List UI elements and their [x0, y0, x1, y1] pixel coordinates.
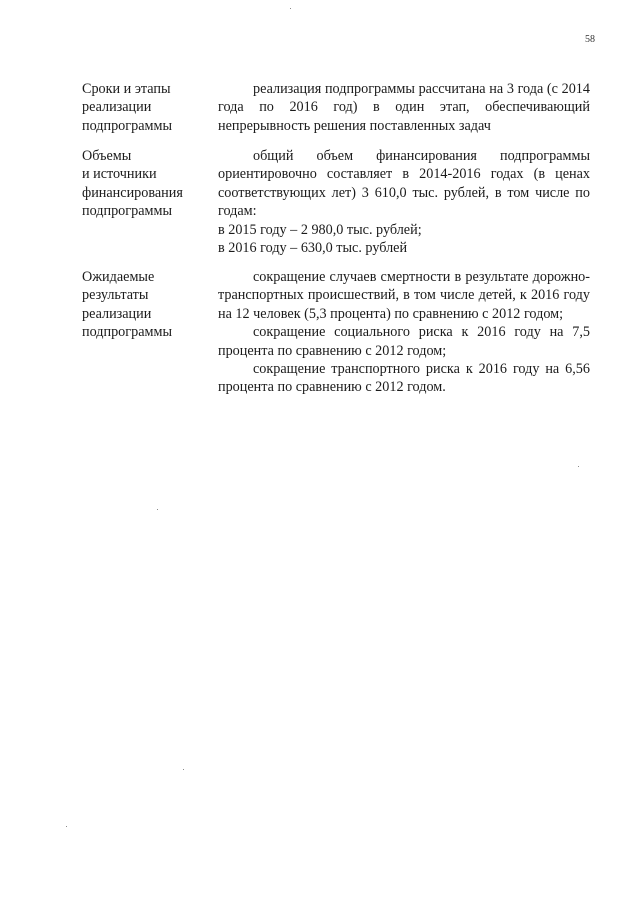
paragraph: сокращение случаев смертности в результате дорожно-транспортных происшествий, в том числе детей, к 2016 году на 12 человек (5,3 процента) по сравнению с 2012 годом;: [218, 269, 590, 322]
label-line: Ожидаемые: [82, 269, 155, 285]
label-line: Сроки и этапы: [82, 81, 171, 97]
label-line: подпрограммы: [82, 324, 172, 341]
scan-speck: [157, 509, 158, 510]
label-line: финансирования: [82, 184, 183, 201]
label-line: результаты: [82, 287, 149, 304]
scan-speck: [183, 769, 184, 770]
scan-speck: [290, 8, 291, 9]
label-line: Объемы: [82, 148, 132, 164]
label-line: подпрограммы: [82, 203, 172, 220]
paragraph: сокращение социального риска к 2016 году на 7,5 процента по сравнению с 2012 годом;: [218, 324, 590, 359]
paragraph: реализация подпрограммы рассчитана на 3 года (с 2014 года по 2016 год) в один этап, обеспечивающий непрерывность решения поставленных задач: [218, 81, 590, 134]
paragraph: сокращение транспортного риска к 2016 году на 6,56 процента по сравнению с 2012 годом.: [218, 361, 590, 396]
label-line: реализации: [82, 305, 152, 322]
label-line: подпрограммы: [82, 117, 172, 134]
label-line: реализации: [82, 99, 152, 116]
section-terms-label: [82, 80, 202, 135]
section-results-text: [218, 268, 590, 397]
label-line: и источники: [82, 166, 157, 183]
page-number: 58: [585, 34, 595, 45]
paragraph: общий объем финансирования подпрограммы ориентировочно составляет в 2014-2016 годах (в ценах соответствующих лет) 3 610,0 тыс. рублей, в том числе по годам:: [218, 148, 590, 220]
scan-speck: [578, 466, 579, 467]
section-funding-text: [218, 147, 590, 257]
scan-speck: [66, 826, 67, 827]
section-results-label: [82, 268, 202, 342]
paragraph: в 2015 году – 2 980,0 тыс. рублей;: [218, 221, 422, 238]
section-funding-label: [82, 147, 202, 221]
section-terms-text: [218, 80, 590, 135]
paragraph: в 2016 году – 630,0 тыс. рублей: [218, 240, 408, 257]
